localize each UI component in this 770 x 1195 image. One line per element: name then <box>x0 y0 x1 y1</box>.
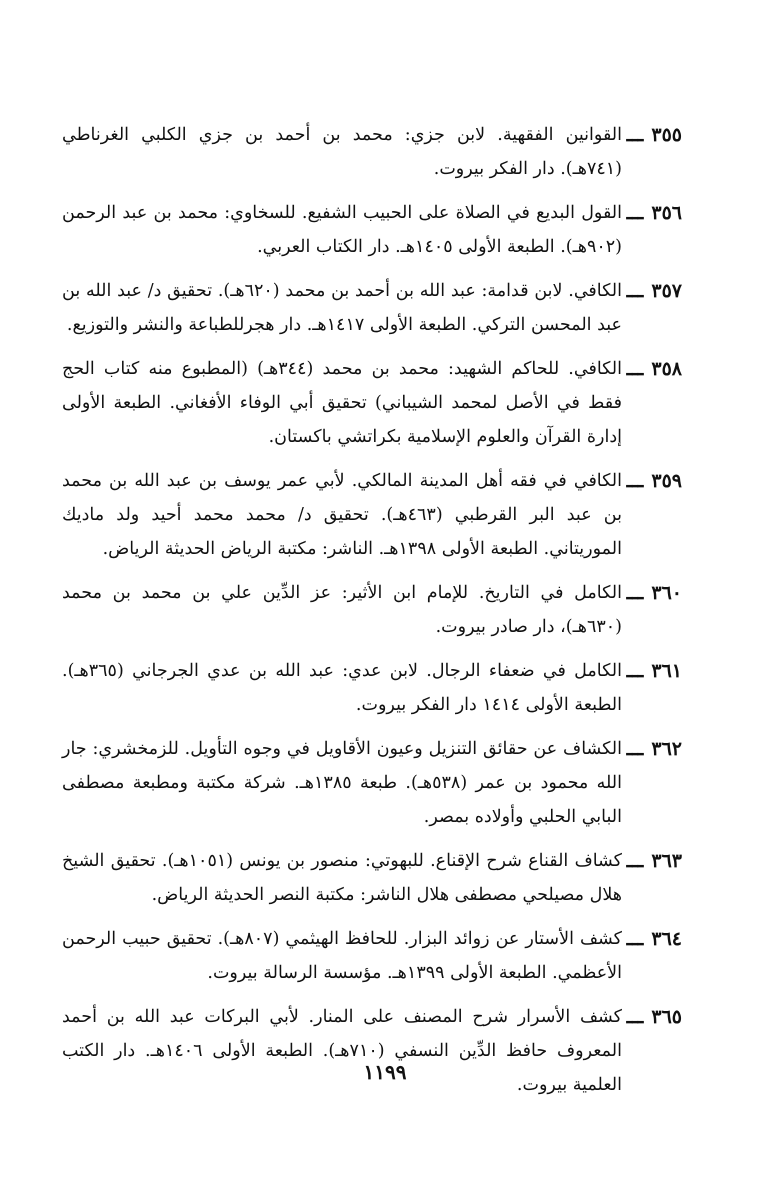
bibliography-entry <box>62 922 682 990</box>
entry-marker <box>622 118 682 152</box>
entry-number: ٣٥٧ <box>651 280 682 302</box>
bibliography-entry <box>62 1000 682 1102</box>
entry-text: الكافي. للحاكم الشهيد: محمد بن محمد (٣٤٤هـ) (المطبوع منه كتاب الحج فقط في الأصل لمحمد الشيباني) تحقيق أبي الوفاء الأفغاني. الطبعة الأولى إدارة القرآن والعلوم الإسلامية بكراتشي باكستان. <box>62 359 623 447</box>
entry-text: كشف الأستار عن زوائد البزار. للحافظ الهيثمي (٨٠٧هـ). تحقيق حبيب الرحمن الأعظمي. الطبعة الأولى ١٣٩٩هـ. مؤسسة الرسالة بيروت. <box>62 929 623 983</box>
entry-number: ٣٥٥ <box>651 124 682 146</box>
entry-text: الكافي. لابن قدامة: عبد الله بن أحمد بن محمد (٦٢٠هـ). تحقيق د/ عبد الله بن عبد المحسن التركي. الطبعة الأولى ١٤١٧هـ. دار هجرللطباعة والنشر والتوزيع. <box>62 281 622 335</box>
entry-number: ٣٦٠ <box>651 582 682 604</box>
bibliography-entry <box>62 118 682 186</box>
bibliography-entry <box>62 576 682 644</box>
entry-text: القول البديع في الصلاة على الحبيب الشفيع. للسخاوي: محمد بن عبد الرحمن (٩٠٢هـ). الطبعة الأولى ١٤٠٥هـ. دار الكتاب العربي. <box>62 203 622 257</box>
entry-marker <box>622 844 682 878</box>
bibliography-entry <box>62 732 682 834</box>
entry-marker <box>622 274 682 308</box>
bibliography-entry <box>62 352 682 454</box>
bibliography-entry <box>62 196 682 264</box>
bibliography-entry <box>62 654 682 722</box>
entry-text: الكشاف عن حقائق التنزيل وعيون الأقاويل في وجوه التأويل. للزمخشري: جار الله محمود بن عمر (٥٣٨هـ). طبعة ١٣٨٥هـ. شركة مكتبة ومطبعة مصطفى البابي الحلبي وأولاده بمصر. <box>62 739 622 827</box>
bibliography-entry <box>62 844 682 912</box>
entry-dash: ـــ <box>626 202 644 224</box>
entry-number: ٣٥٦ <box>651 202 682 224</box>
entry-number: ٣٦١ <box>651 660 682 682</box>
entry-dash: ـــ <box>626 582 644 604</box>
entry-marker <box>622 732 682 766</box>
entry-dash: ـــ <box>626 738 644 760</box>
entry-marker <box>622 352 682 386</box>
entry-text: الكافي في فقه أهل المدينة المالكي. لأبي عمر يوسف بن عبد الله بن محمد بن عبد البر القرطبي (٤٦٣هـ). تحقيق د/ محمد محمد أحيد ولد ماديك الموريتاني. الطبعة الأولى ١٣٩٨هـ. الناشر: مكتبة الرياض الحديثة الرياض. <box>62 471 622 559</box>
entry-text: الكامل في التاريخ. للإمام ابن الأثير: عز الدِّين علي بن محمد بن محمد (٦٣٠هـ)، دار صادر بيروت. <box>62 583 622 637</box>
entry-dash: ـــ <box>626 928 644 950</box>
entry-text: كشاف القناع شرح الإقناع. للبهوتي: منصور بن يونس (١٠٥١هـ). تحقيق الشيخ هلال مصيلحي مصطفى هلال الناشر: مكتبة النصر الحديثة الرياض. <box>62 851 623 905</box>
entry-text: القوانين الفقهية. لابن جزي: محمد بن أحمد بن جزي الكلبي الغرناطي (٧٤١هـ). دار الفكر بيروت. <box>62 125 622 179</box>
entry-number: ٣٦٥ <box>651 1006 682 1028</box>
entry-marker <box>622 1000 682 1034</box>
entry-number: ٣٦٢ <box>651 738 682 760</box>
entry-marker <box>622 654 682 688</box>
entry-dash: ـــ <box>626 280 644 302</box>
entry-marker <box>622 922 682 956</box>
entry-dash: ـــ <box>626 470 644 492</box>
entry-text: كشف الأسرار شرح المصنف على المنار. لأبي البركات عبد الله بن أحمد المعروف حافظ الدِّين النسفي (٧١٠هـ). الطبعة الأولى ١٤٠٦هـ. دار الكتب العلمية بيروت. <box>62 1007 622 1095</box>
entry-marker <box>622 576 682 610</box>
entry-number: ٣٦٣ <box>651 850 682 872</box>
page-number: ١١٩٩ <box>363 1060 407 1084</box>
entry-number: ٣٥٨ <box>651 358 682 380</box>
bibliography-entry <box>62 464 682 566</box>
entry-dash: ـــ <box>626 358 644 380</box>
bibliography-list <box>62 118 682 1112</box>
entry-dash: ـــ <box>626 124 644 146</box>
entry-marker <box>622 196 682 230</box>
entry-marker <box>622 464 682 498</box>
entry-number: ٣٦٤ <box>651 928 682 950</box>
entry-number: ٣٥٩ <box>651 470 682 492</box>
entry-text: الكامل في ضعفاء الرجال. لابن عدي: عبد الله بن عدي الجرجاني (٣٦٥هـ). الطبعة الأولى ١٤١٤ دار الفكر بيروت. <box>62 661 622 715</box>
entry-dash: ـــ <box>626 850 644 872</box>
bibliography-entry <box>62 274 682 342</box>
entry-dash: ـــ <box>626 660 644 682</box>
entry-dash: ـــ <box>626 1006 644 1028</box>
